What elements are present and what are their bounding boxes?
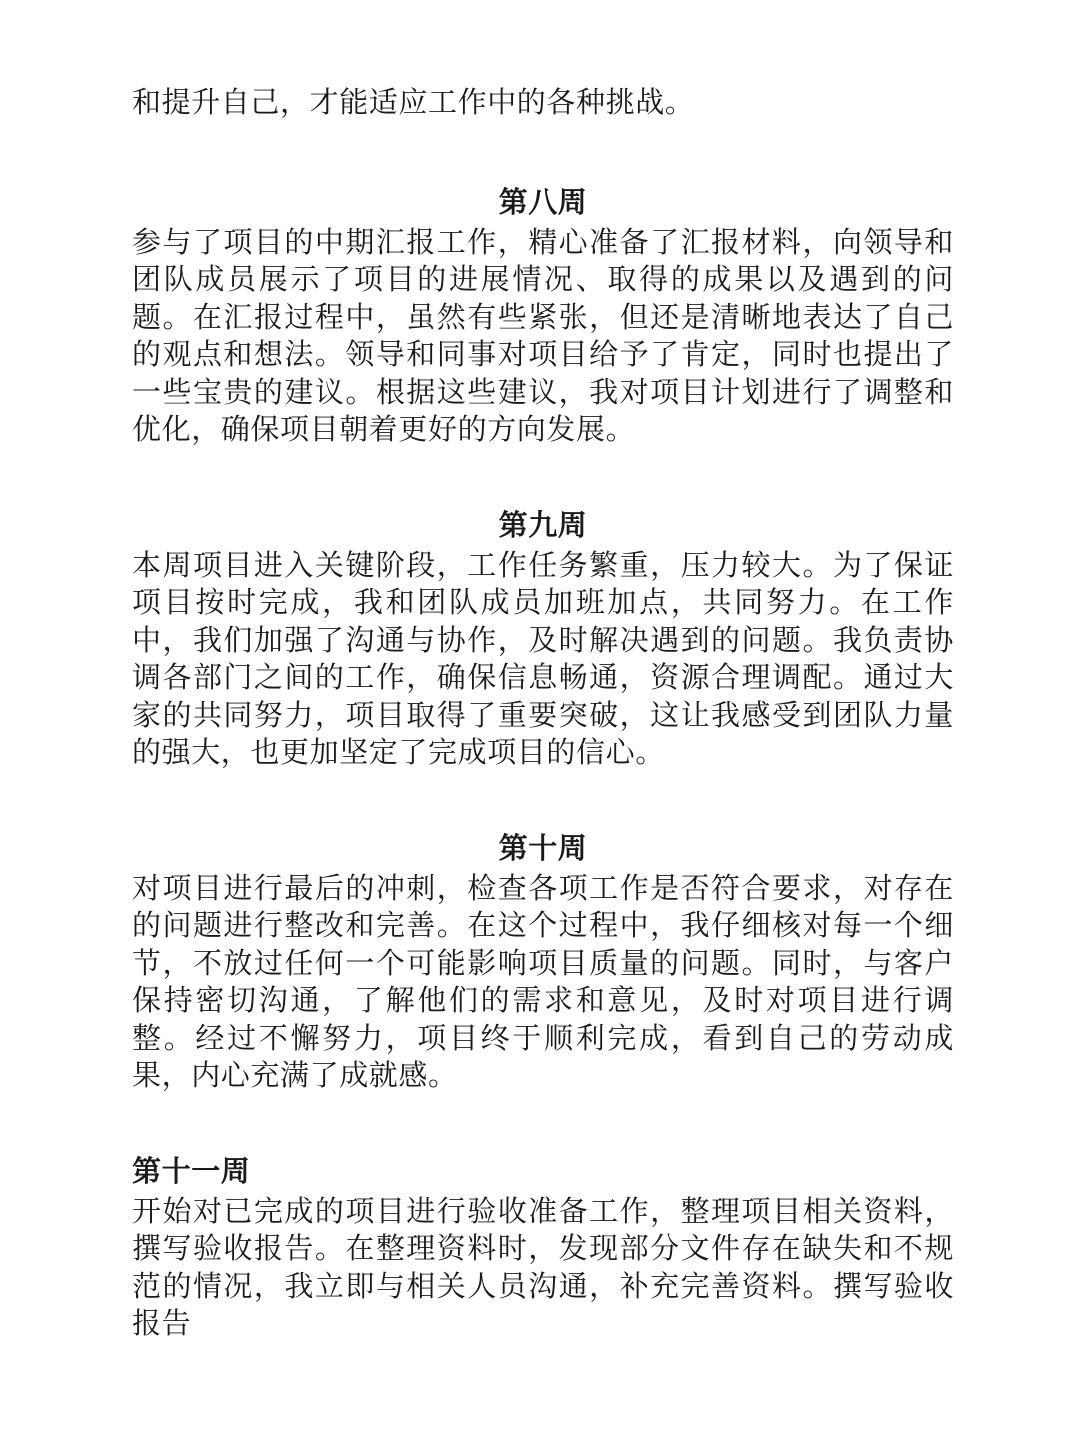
section-heading-week-9: 第九周 [498,507,588,542]
section-body-week-9: 本周项目进入关键阶段，工作任务繁重，压力较大。为了保证项目按时完成，我和团队成员加班加点，共同努力。在工作中，我们加强了沟通与协作，及时解决遇到的问题。我负责协调各部门之间的工作，确保信息畅通，资源合理调配。通过大家的共同努力，项目取得了重要突破，这让我感受到团队力量的强大，也更加坚定了完成项目的信心。 [132,547,954,769]
section-heading-week-8: 第八周 [498,184,588,219]
document-page [132,84,954,1343]
section-body-week-10: 对项目进行最后的冲刺，检查各项工作是否符合要求，对存在的问题进行整改和完善。在这个过程中，我仔细核对每一个细节，不放过任何一个可能影响项目质量的问题。同时，与客户保持密切沟通，了解他们的需求和意见，及时对项目进行调整。经过不懈努力，项目终于顺利完成，看到自己的劳动成果，内心充满了成就感。 [132,870,954,1092]
section-body-week-11: 开始对已完成的项目进行验收准备工作，整理项目相关资料，撰写验收报告。在整理资料时，发现部分文件存在缺失和不规范的情况，我立即与相关人员沟通，补充完善资料。撰写验收报告 [132,1193,954,1340]
section-heading-week-11: 第十一周 [132,1153,251,1188]
section-body-week-8: 参与了项目的中期汇报工作，精心准备了汇报材料，向领导和团队成员展示了项目的进展情况、取得的成果以及遇到的问题。在汇报过程中，虽然有些紧张，但还是清晰地表达了自己的观点和想法。领导和同事对项目给予了肯定，同时也提出了一些宝贵的建议。根据这些建议，我对项目计划进行了调整和优化，确保项目朝着更好的方向发展。 [132,224,954,446]
intro-paragraph-tail: 和提升自己，才能适应工作中的各种挑战。 [132,85,695,119]
section-heading-week-10: 第十周 [498,830,588,865]
